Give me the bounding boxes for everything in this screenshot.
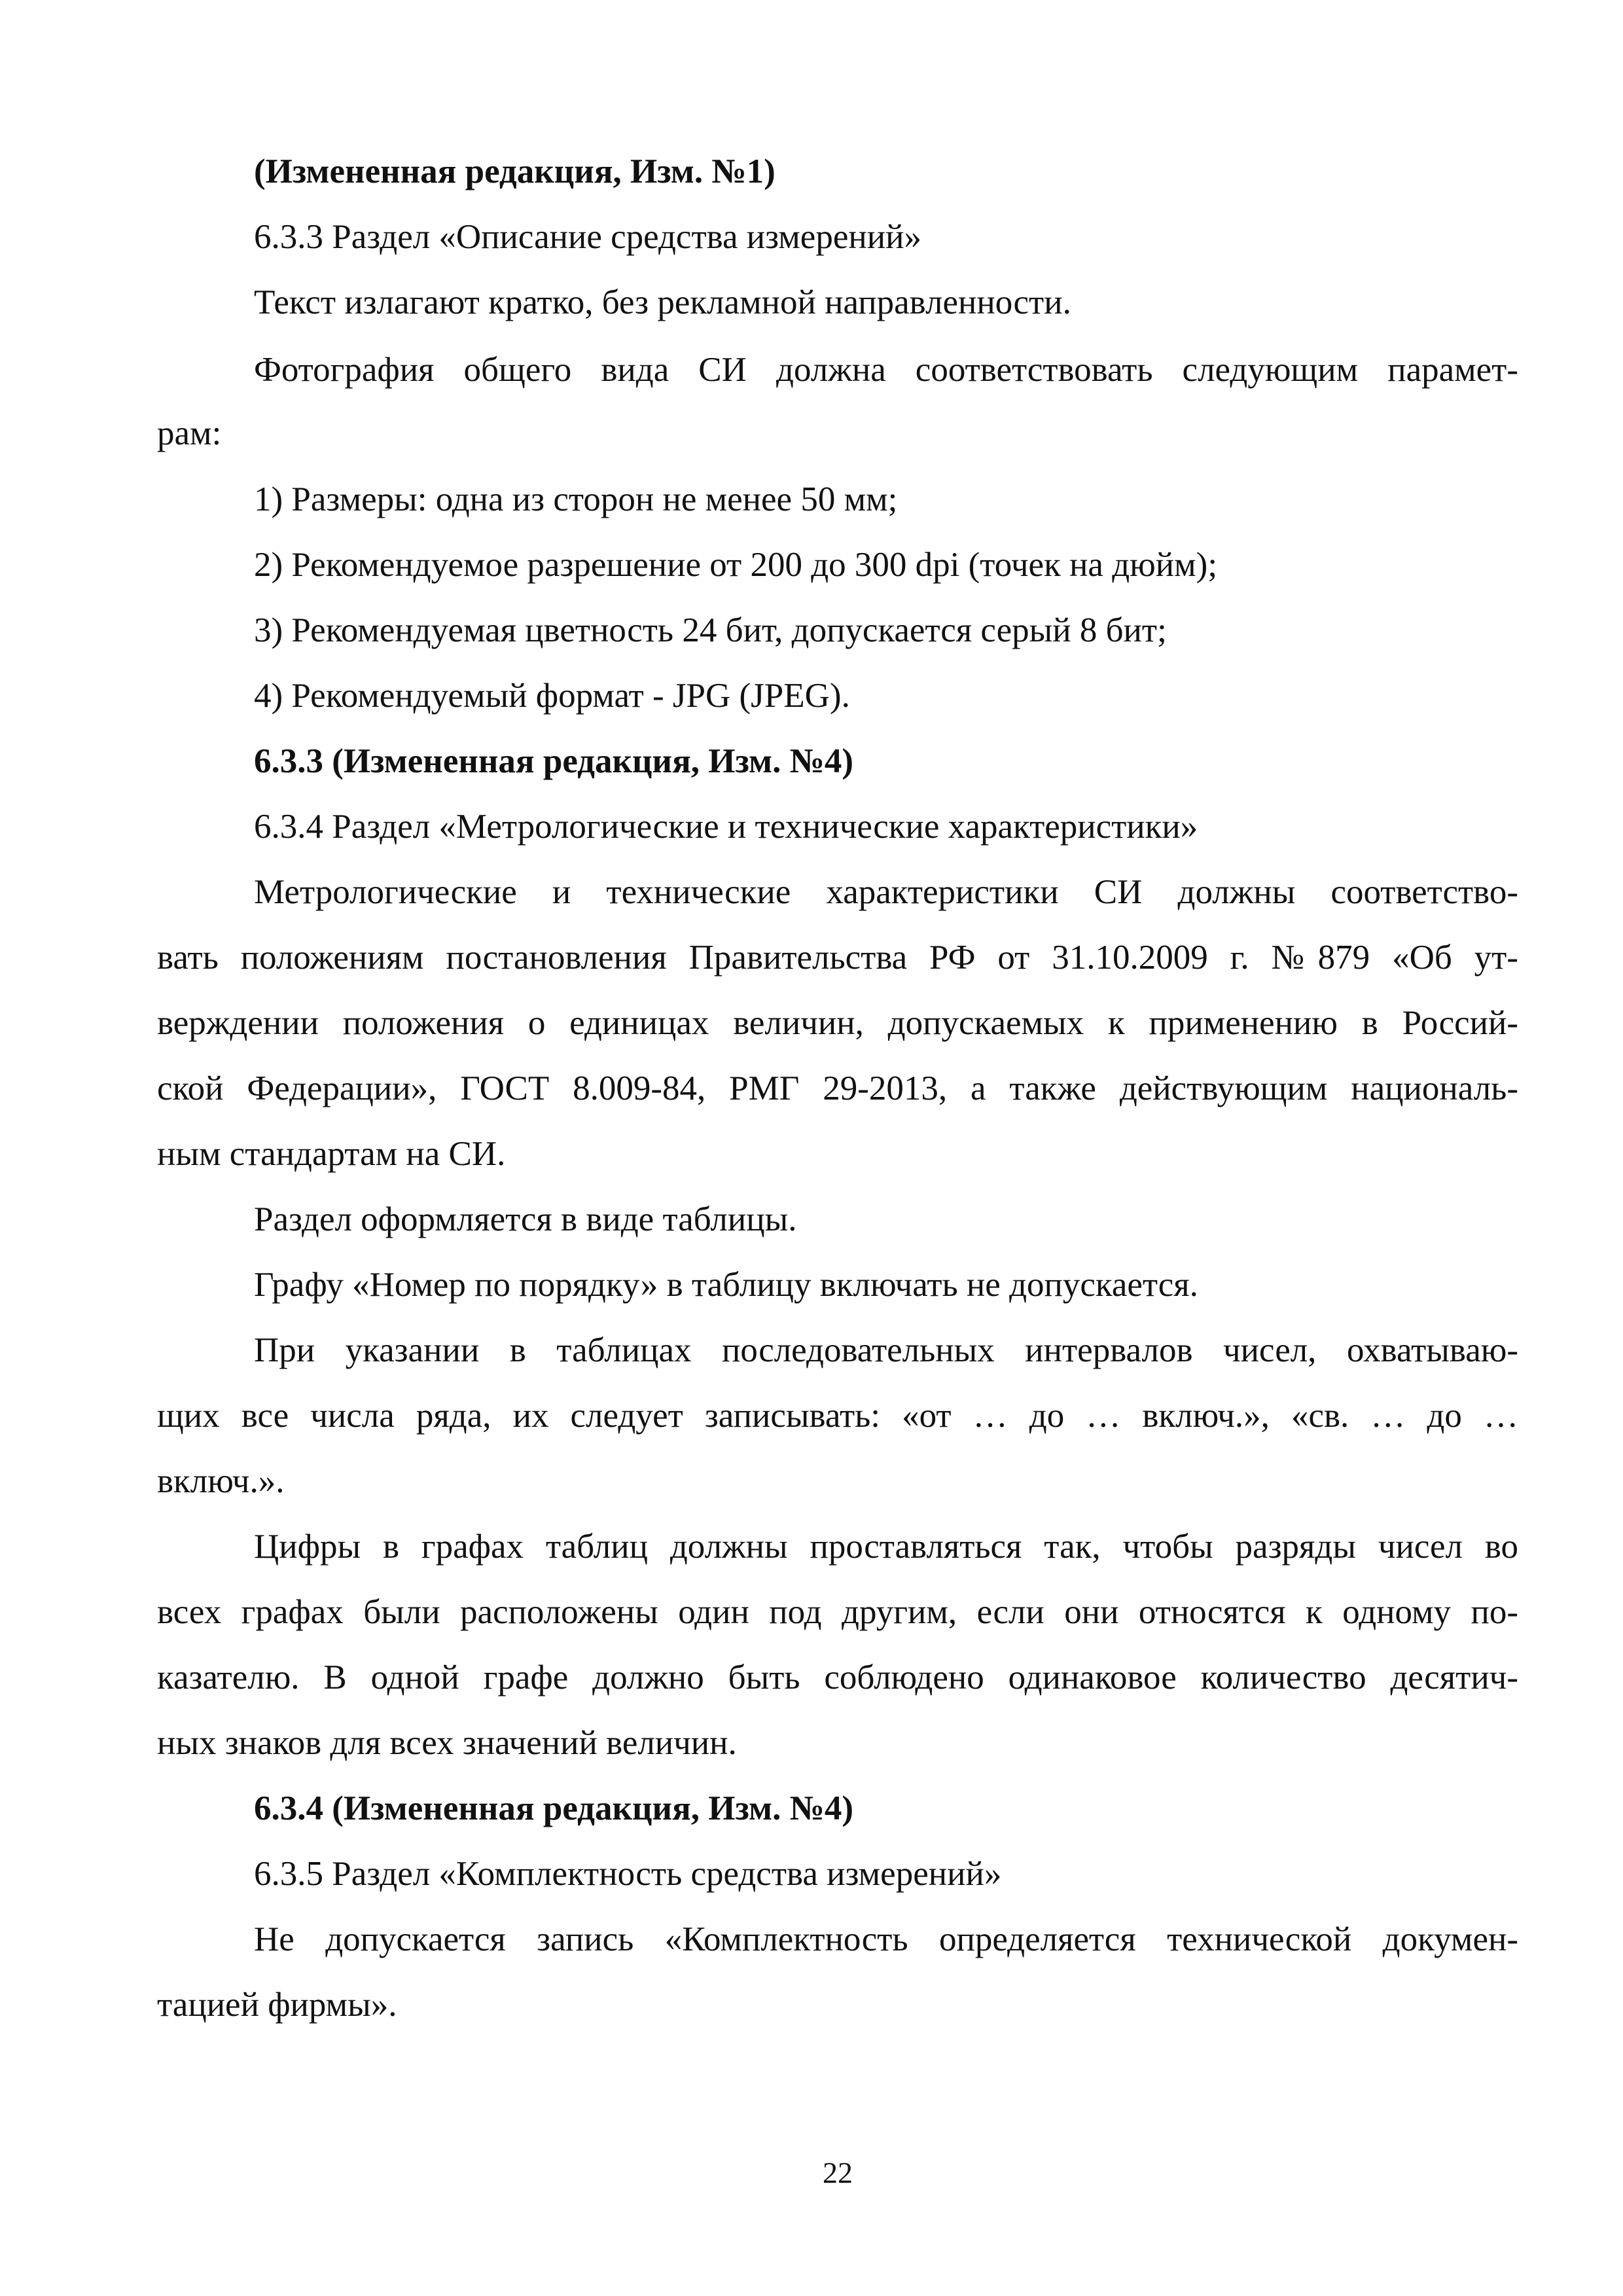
- list-item: 4) Рекомендуемый формат - JPG (JPEG).: [254, 677, 850, 715]
- list-item: 3) Рекомендуемая цветность 24 бит, допускается серый 8 бит;: [254, 611, 1167, 649]
- paragraph-line: ской Федерации», ГОСТ 8.009-84, РМГ 29-2013, а также действующим националь-: [157, 1069, 1518, 1107]
- paragraph-line: Раздел оформляется в виде таблицы.: [254, 1200, 797, 1238]
- paragraph-line: тацией фирмы».: [157, 1986, 397, 2024]
- section-6-3-3-heading: 6.3.3 Раздел «Описание средства измерений»: [254, 218, 921, 256]
- paragraph-line: Цифры в графах таблиц должны проставляться так, чтобы разряды чисел во: [254, 1528, 1518, 1566]
- paragraph-line: Не допускается запись «Комплектность определяется технической докумен-: [254, 1920, 1518, 1958]
- amendment-note-2: 6.3.3 (Измененная редакция, Изм. №4): [254, 742, 854, 780]
- paragraph-line: ных знаков для всех значений величин.: [157, 1724, 737, 1762]
- section-6-3-4-heading: 6.3.4 Раздел «Метрологические и технические характеристики»: [254, 808, 1198, 846]
- section-6-3-5-heading: 6.3.5 Раздел «Комплектность средства измерений»: [254, 1855, 1002, 1893]
- paragraph-line: щих все числа ряда, их следует записывать: «от … до … включ.», «св. … до …: [157, 1397, 1518, 1435]
- paragraph-line: казателю. В одной графе должно быть соблюдено одинаковое количество десятич-: [157, 1659, 1518, 1696]
- paragraph-line: Графу «Номер по порядку» в таблицу включать не допускается.: [254, 1266, 1198, 1304]
- list-item: 2) Рекомендуемое разрешение от 200 до 300 dpi (точек на дюйм);: [254, 546, 1218, 584]
- amendment-note-3: 6.3.4 (Измененная редакция, Изм. №4): [254, 1789, 854, 1827]
- paragraph-line: При указании в таблицах последовательных интервалов чисел, охватываю-: [254, 1331, 1518, 1369]
- paragraph-line: Текст излагают кратко, без рекламной направленности.: [254, 283, 1071, 321]
- paragraph-line: вать положениям постановления Правительства РФ от 31.10.2009 г. №879 «Об ут-: [157, 939, 1518, 977]
- paragraph-line: включ.».: [157, 1462, 285, 1500]
- paragraph-line: рам:: [157, 414, 222, 452]
- page-number: 22: [823, 2156, 853, 2189]
- paragraph-line: Фотография общего вида СИ должна соответствовать следующим парамет-: [254, 351, 1518, 389]
- paragraph-line: ным стандартам на СИ.: [157, 1135, 506, 1173]
- amendment-note-1: (Измененная редакция, Изм. №1): [254, 152, 776, 190]
- paragraph-line: всех графах были расположены один под другим, если они относятся к одному по-: [157, 1593, 1518, 1631]
- list-item: 1) Размеры: одна из сторон не менее 50 мм;: [254, 480, 898, 518]
- paragraph-line: верждении положения о единицах величин, допускаемых к применению в Россий-: [157, 1004, 1518, 1042]
- paragraph-line: Метрологические и технические характеристики СИ должны соответство-: [254, 873, 1518, 911]
